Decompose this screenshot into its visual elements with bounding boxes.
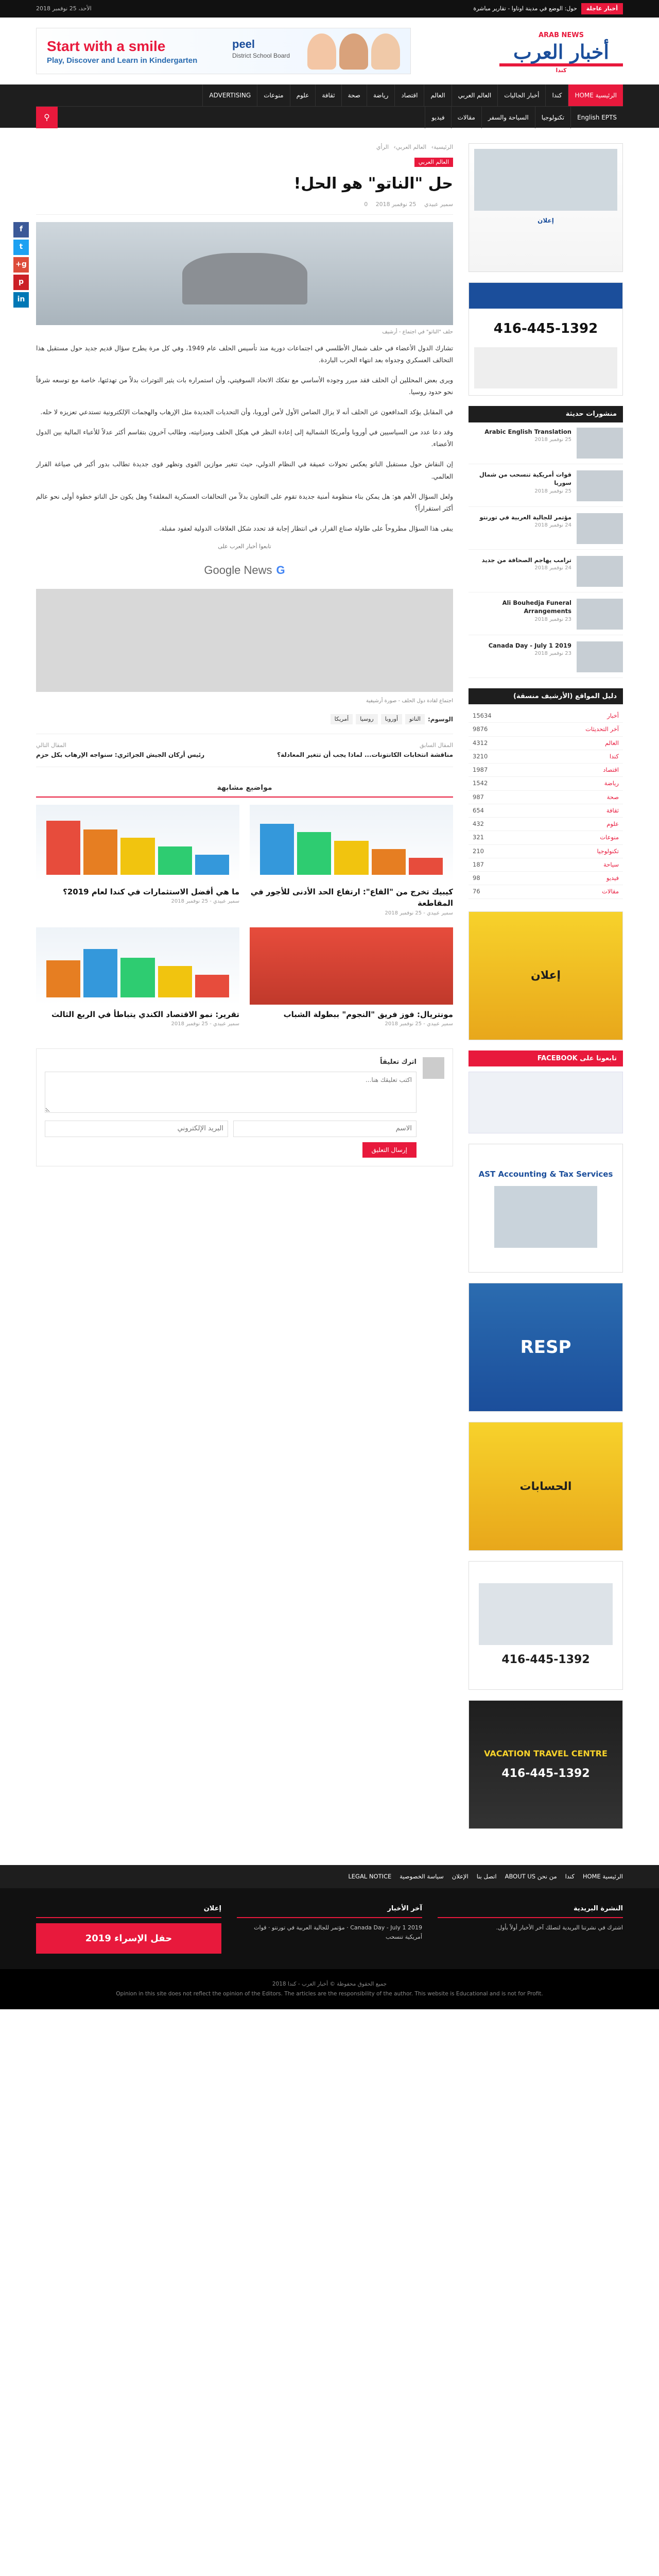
- post-author[interactable]: سمير عبيدي: [424, 201, 453, 208]
- recent-post-title[interactable]: Canada Day - July 1 2019: [488, 641, 571, 649]
- footer-link[interactable]: كندا: [565, 1873, 575, 1880]
- category-row[interactable]: [469, 764, 623, 777]
- related-meta: سمير عبيدي - 25 نوفمبر 2018: [171, 1021, 239, 1027]
- nav-item[interactable]: صحة: [341, 84, 367, 106]
- search-icon[interactable]: ⚲: [36, 107, 58, 128]
- google-news-label: Google News: [204, 563, 272, 577]
- sidebar-ad-top[interactable]: [469, 143, 623, 272]
- recent-post-date: 23 نوفمبر 2018: [534, 651, 571, 657]
- category-name: ثقافة: [606, 806, 619, 814]
- recent-post-date: 24 نوفمبر 2018: [534, 565, 571, 571]
- recent-post-date: 25 نوفمبر 2018: [534, 437, 571, 443]
- linkedin-icon[interactable]: in: [13, 292, 29, 308]
- related-title-text: تقرير: نمو الاقتصاد الكندي يتباطأ في الربع الثالث: [51, 1009, 239, 1019]
- footer-link[interactable]: LEGAL NOTICE: [348, 1873, 392, 1880]
- related-meta: سمير عبيدي - 25 نوفمبر 2018: [385, 1021, 453, 1027]
- tag[interactable]: أوروبا: [381, 714, 402, 725]
- footer-latest: [237, 1904, 422, 1954]
- category-row[interactable]: [469, 818, 623, 831]
- recent-post-date: 23 نوفمبر 2018: [534, 616, 571, 622]
- category-count: 654: [473, 806, 484, 814]
- footer-link[interactable]: الإعلان: [452, 1873, 469, 1880]
- nav-item[interactable]: علوم: [290, 84, 316, 106]
- post-navigation: [36, 734, 453, 767]
- related-image: [36, 927, 239, 1005]
- category-row[interactable]: [469, 791, 623, 804]
- footer-link[interactable]: الرئيسية HOME: [582, 1873, 623, 1880]
- twitter-icon[interactable]: t: [13, 240, 29, 255]
- main-nav: [0, 84, 659, 128]
- footer-col-text[interactable]: Canada Day - July 1 2019 · مؤتمر للجالية العربية في تورنتو · قوات أمريكية تنسحب: [254, 1924, 422, 1941]
- nav-item[interactable]: العالم العربي: [452, 84, 498, 106]
- category-name: آخر التحديثات: [585, 725, 619, 733]
- header-banner-ad[interactable]: [36, 28, 411, 74]
- nav-row-primary: [36, 84, 623, 106]
- related-card[interactable]: [250, 805, 453, 917]
- category-name: العالم: [605, 739, 619, 747]
- recent-post-thumb: [577, 470, 623, 501]
- logo-main-text: أخبار العرب: [513, 40, 609, 63]
- sidebar-ad-image: [474, 149, 617, 211]
- sidebar-ad-vacation[interactable]: [469, 1700, 623, 1829]
- category-name: تكنولوجيا: [597, 847, 619, 855]
- article-paragraph: ويرى بعض المحللين أن الحلف فقد مبرر وجوده الأساسي مع تفكك الاتحاد السوفيتي، وأن استمراره بات يثير التوترات بدلاً من تهدئتها، خاصة مع توسعه شرقاً نحو حدود روسيا.: [36, 376, 453, 396]
- footer-ad-banner: حفل الإسراء 2019: [36, 1923, 221, 1954]
- breaking-news-link[interactable]: حول: الوضع في مدينة اوتاوا - تقارير مباشرة: [473, 5, 577, 12]
- google-news-link[interactable]: [36, 562, 453, 579]
- footer-col-title: النشرة البريدية: [438, 1904, 623, 1918]
- google-news-follow-text: تابعوا أخبار العرب على: [218, 543, 271, 550]
- banner-kids-image: [307, 33, 400, 70]
- related-title-text: ما هي أفضل الاستثمارات في كندا لعام 2019؟: [63, 887, 239, 896]
- ad-yellow-text: إعلان: [530, 969, 561, 982]
- ad-phone-number-2: 416-445-1392: [501, 1653, 590, 1666]
- ad-photo-2: [479, 1583, 613, 1645]
- sidebar-ad-label: إعلان: [537, 217, 554, 224]
- category-count: 98: [473, 874, 480, 882]
- category-count: 187: [473, 860, 484, 868]
- comment-form-title: اترك تعليقاً: [380, 1058, 417, 1066]
- article-paragraph: في المقابل يؤكد المدافعون عن الحلف أنه لا يزال الضامن الأول لأمن أوروبا، وأن التحديات الجديدة مثل الإرهاب والهجمات الإلكترونية تستدعي تعزيزه لا حله.: [40, 408, 453, 416]
- nav-item[interactable]: مقالات: [451, 107, 481, 128]
- related-title: مواضيع مشابهة: [36, 783, 453, 798]
- related-posts: [36, 805, 453, 1028]
- comments-section: [36, 1048, 453, 1166]
- footer-newsletter: [438, 1904, 623, 1954]
- category-count: 321: [473, 834, 484, 841]
- recent-post[interactable]: [469, 428, 623, 464]
- tags-label: الوسوم:: [427, 715, 453, 723]
- footer-bottom: [0, 1969, 659, 2009]
- category-name: فيديو: [606, 874, 619, 882]
- banner-headline: Start with a smile: [47, 38, 166, 54]
- ad-ast-text: AST Accounting & Tax Services: [478, 1169, 613, 1179]
- recent-post-date: 24 نوفمبر 2018: [534, 522, 571, 529]
- category-row[interactable]: [469, 777, 623, 790]
- comment-name-input[interactable]: [233, 1121, 417, 1137]
- post-meta: [36, 200, 453, 215]
- category-name: علوم: [606, 820, 619, 827]
- category-name: منوعات: [600, 834, 619, 841]
- ad-accounts-text: الحسابات: [519, 1480, 572, 1493]
- category-name: رياضة: [604, 779, 619, 787]
- category-badge[interactable]: العالم العربي: [414, 158, 453, 167]
- recent-post-title[interactable]: قوات أمريكية تنسحب من شمال سوريا: [479, 470, 571, 487]
- breadcrumb: الرئيسية› العالم العربي› الرأي: [376, 144, 453, 150]
- categories-list: [469, 709, 623, 899]
- recent-post[interactable]: [469, 556, 623, 592]
- site-logo[interactable]: [499, 30, 623, 72]
- footer-col-title: إعلان: [36, 1904, 221, 1918]
- tags: [36, 714, 453, 725]
- category-name: أخبار: [607, 712, 619, 719]
- category-count: 9876: [473, 725, 488, 733]
- submit-comment-button[interactable]: إرسال التعليق: [362, 1142, 417, 1158]
- ad-photo: [474, 347, 617, 388]
- article-body: [15, 222, 453, 705]
- recent-post-date: 25 نوفمبر 2018: [534, 488, 571, 494]
- footer-ad[interactable]: [36, 1904, 221, 1954]
- comment-form: [36, 1048, 453, 1166]
- prev-post-label: المقال السابق: [420, 742, 453, 749]
- logo-top-text: ARAB NEWS: [538, 31, 584, 39]
- nav-item-home[interactable]: الرئيسية HOME: [568, 84, 623, 106]
- sidebar: [469, 143, 623, 1839]
- nav-item[interactable]: السياحة والسفر: [481, 107, 535, 128]
- category-row[interactable]: [469, 845, 623, 858]
- facebook-widget[interactable]: [469, 1072, 623, 1133]
- comment-count: 0: [364, 201, 368, 208]
- nav-item[interactable]: أخبار الجاليات: [497, 84, 545, 106]
- related-title-text: كيبيك تخرج من "القاع": ارتفاع الحد الأدنى للأجور في المقاطعة: [250, 887, 453, 908]
- feature-image: [36, 222, 453, 325]
- category-row[interactable]: [469, 885, 623, 899]
- footer-link[interactable]: اتصل بنا: [476, 1873, 497, 1880]
- facebook-icon[interactable]: f: [13, 222, 29, 238]
- related-image: [36, 805, 239, 882]
- category-row[interactable]: [469, 872, 623, 885]
- article-paragraph: تشارك الدول الأعضاء في حلف شمال الأطلسي في اجتماعات دورية منذ تأسيس الحلف عام 1949، وفي كل مرة يطرح سؤال قديم جديد حول مستقبل هذا التحالف العسكري وجدواه بعد انتهاء الحرب الباردة.: [36, 344, 453, 364]
- breadcrumb-item[interactable]: الرئيسية: [433, 144, 453, 150]
- related-meta: سمير عبيدي - 25 نوفمبر 2018: [385, 910, 453, 916]
- sidebar-ad-ast[interactable]: [469, 1144, 623, 1273]
- category-name: سياحة: [603, 860, 619, 868]
- article-paragraph: وقد دعا عدد من السياسيين في أوروبا وأمريكا الشمالية إلى إعادة النظر في هيكل الحلف وميزانيته، وطالب آخرون بتقاسم أكثر عدلاً للأعباء المالية بين الدول الأعضاء.: [36, 428, 453, 448]
- image-caption-2: اجتماع لقادة دول الحلف - صورة أرشيفية: [366, 698, 453, 704]
- nav-item[interactable]: اقتصاد: [394, 84, 424, 106]
- sidebar-ad-phone[interactable]: [469, 282, 623, 396]
- article-paragraph: ولعل السؤال الأهم هو: هل يمكن بناء منظومة أمنية جديدة تقوم على التعاون بدلاً من التحالفات العسكرية المغلقة؟ وهل يكون حل الناتو خطوة أولى نحو عالم أكثر استقراراً؟: [36, 492, 453, 512]
- article-image-2: [36, 589, 453, 692]
- category-count: 1987: [473, 766, 488, 773]
- category-count: 987: [473, 793, 484, 801]
- prev-post-link[interactable]: [252, 741, 453, 759]
- category-row[interactable]: [469, 831, 623, 844]
- category-name: كندا: [609, 752, 619, 760]
- sidebar-ad-phone-2[interactable]: [469, 1561, 623, 1690]
- categories-title: دليل المواقع (الأرشيف منسقة): [469, 688, 623, 705]
- ad-header-strip: [469, 283, 622, 309]
- recent-post-title[interactable]: مؤتمر للجالية العربية في تورنتو: [479, 513, 571, 521]
- banner-brand-sub: District School Board: [232, 52, 290, 59]
- article-paragraph: إن النقاش حول مستقبل الناتو يعكس تحولات عميقة في النظام الدولي، حيث تتغير موازين القوى وتظهر قوى جديدة تطالب بدور أكبر في صياغة القرار العالمي.: [36, 460, 453, 480]
- category-count: 3210: [473, 752, 488, 760]
- recent-post-thumb: [577, 641, 623, 672]
- footer-links: [0, 1865, 659, 1888]
- page-title: حل "الناتو" هو الحل!: [293, 175, 453, 193]
- share-buttons: [13, 222, 29, 308]
- category-count: 4312: [473, 739, 488, 747]
- footer-widgets: [0, 1888, 659, 1969]
- category-count: 76: [473, 888, 480, 895]
- breaking-news-label: أخبار عاجلة: [581, 3, 623, 14]
- recent-post-thumb: [577, 513, 623, 544]
- sidebar-ad-accounts[interactable]: [469, 1422, 623, 1551]
- nav-item[interactable]: ثقافة: [315, 84, 341, 106]
- category-count: 1542: [473, 779, 488, 787]
- category-name: اقتصاد: [603, 766, 619, 773]
- nav-item[interactable]: فيديو: [425, 107, 450, 128]
- ad-resp-text: RESP: [520, 1336, 571, 1358]
- category-row[interactable]: [469, 737, 623, 750]
- google-plus-icon[interactable]: g+: [13, 257, 29, 273]
- recent-post[interactable]: [469, 513, 623, 550]
- recent-post-title[interactable]: Arabic English Translation: [484, 428, 571, 435]
- nav-item[interactable]: العالم: [424, 84, 451, 106]
- post-date: 25 نوفمبر 2018: [375, 201, 417, 208]
- recent-post[interactable]: [469, 470, 623, 507]
- site-header: [0, 18, 659, 84]
- next-post-label: المقال التالي: [36, 742, 66, 749]
- nav-row-secondary: [36, 106, 623, 128]
- related-card[interactable]: [36, 927, 239, 1028]
- sidebar-ad-yellow[interactable]: [469, 911, 623, 1040]
- google-news-icon: G: [276, 563, 285, 577]
- nav-item[interactable]: كندا: [545, 84, 568, 106]
- image-caption: حلف "الناتو" في اجتماع - أرشيف: [382, 329, 453, 335]
- related-title-text: مونتريال: فوز فريق "النجوم" ببطولة الشباب: [283, 1009, 453, 1019]
- category-row[interactable]: [469, 750, 623, 764]
- article-paragraph: يبقى هذا السؤال مطروحاً على طاولة صناع القرار، في انتظار إجابة قد تحدد شكل العلاقات الدولية لعقود مقبلة.: [159, 524, 453, 532]
- breadcrumb-item[interactable]: الرأي: [376, 144, 389, 150]
- recent-post[interactable]: [469, 641, 623, 678]
- recent-post[interactable]: [469, 599, 623, 635]
- facebook-title: تابعونا على FACEBOOK: [469, 1050, 623, 1067]
- nav-item[interactable]: English EPTS: [570, 107, 623, 128]
- category-row[interactable]: [469, 709, 623, 723]
- google-news-follow: [36, 543, 453, 551]
- category-count: 15634: [473, 712, 492, 719]
- next-post-link[interactable]: [36, 741, 237, 759]
- banner-brand: peel: [232, 38, 255, 50]
- top-bar: [0, 0, 659, 18]
- nav-item[interactable]: ADVERTISING: [202, 84, 257, 106]
- related-image: [250, 927, 453, 1005]
- pinterest-icon[interactable]: p: [13, 275, 29, 290]
- avatar: [423, 1057, 444, 1079]
- ad-vacation-phone: 416-445-1392: [501, 1767, 590, 1780]
- tag[interactable]: الناتو: [405, 714, 425, 725]
- footer-link[interactable]: من نحن ABOUT US: [505, 1873, 557, 1880]
- related-card[interactable]: [36, 805, 239, 917]
- prev-post-title: مناقشة انتخابات الكانتونات... لماذا يجب أن تتغير المعادلة؟: [277, 751, 453, 758]
- footer-col-title: آخر الأخبار: [237, 1904, 422, 1918]
- current-date: الأحد، 25 نوفمبر 2018: [36, 5, 92, 12]
- nav-item[interactable]: تكنولوجيا: [535, 107, 570, 128]
- category-row[interactable]: [469, 858, 623, 872]
- tag[interactable]: أمريكا: [331, 714, 353, 725]
- related-image: [250, 805, 453, 882]
- nav-item[interactable]: رياضة: [367, 84, 394, 106]
- category-count: 210: [473, 847, 484, 855]
- breadcrumb-item[interactable]: العالم العربي: [395, 144, 427, 150]
- copyright: جميع الحقوق محفوظة © أخبار العرب - كندا 2018: [272, 1980, 387, 1987]
- recent-post-thumb: [577, 556, 623, 587]
- sidebar-ad-resp[interactable]: [469, 1283, 623, 1412]
- related-meta: سمير عبيدي - 25 نوفمبر 2018: [171, 899, 239, 904]
- category-name: صحة: [606, 793, 619, 801]
- category-row[interactable]: [469, 804, 623, 818]
- category-count: 432: [473, 820, 484, 827]
- article-content: [15, 143, 453, 1839]
- disclaimer: Opinion in this site does not reflect the opinion of the Editors. The articles are the responsibility of the author. This website is Educational and is not for Profit.: [116, 1990, 543, 1997]
- banner-sub: Play, Discover and Learn in Kindergarten: [47, 56, 198, 65]
- comment-email-input[interactable]: [45, 1121, 228, 1137]
- logo-sub-text: كندا: [556, 66, 567, 74]
- footer-col-text: اشترك في نشرتنا البريدية لتصلك آخر الأخبار أولاً بأول.: [496, 1924, 623, 1931]
- next-post-title: رئيس أركان الجيش الجزائري: سنواجه الإرهاب بكل حزم: [36, 751, 205, 758]
- recent-post-thumb: [577, 428, 623, 459]
- category-name: مقالات: [602, 888, 619, 895]
- recent-post-thumb: [577, 599, 623, 630]
- recent-post-title[interactable]: ترامب يهاجم الصحافة من جديد: [481, 556, 571, 564]
- ad-phone-number: 416-445-1392: [493, 321, 598, 336]
- footer-link[interactable]: سياسة الخصوصية: [400, 1873, 444, 1880]
- ad-ast-photo: [494, 1186, 597, 1248]
- recent-post-title[interactable]: Ali Bouhedja Funeral Arrangements: [502, 599, 571, 615]
- tag[interactable]: روسيا: [356, 714, 378, 725]
- comment-textarea[interactable]: [45, 1072, 417, 1113]
- category-row[interactable]: [469, 723, 623, 736]
- nav-item[interactable]: منوعات: [257, 84, 289, 106]
- recent-posts-title: منشورات حديثة: [469, 406, 623, 422]
- related-card[interactable]: [250, 927, 453, 1028]
- ad-vacation-text: VACATION TRAVEL CENTRE: [484, 1748, 608, 1758]
